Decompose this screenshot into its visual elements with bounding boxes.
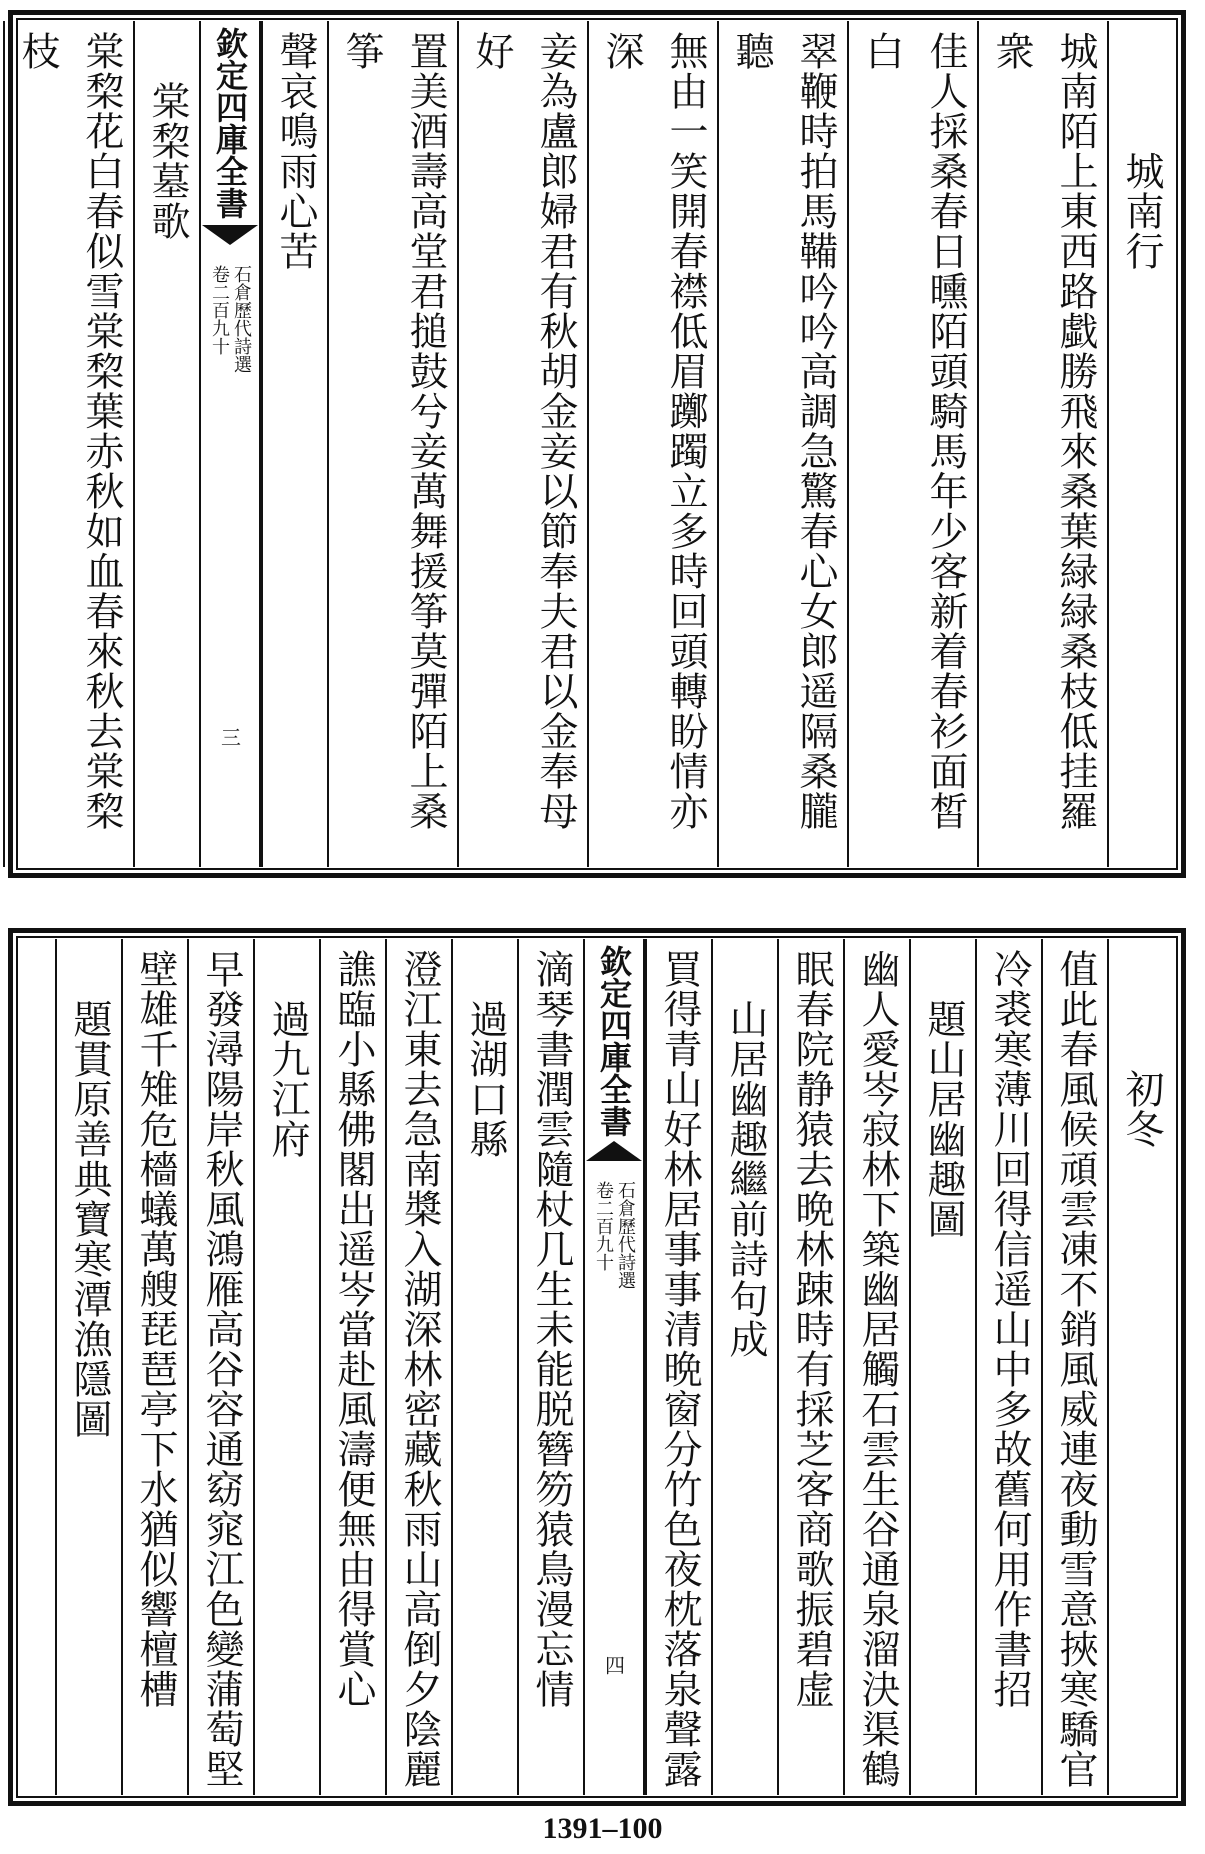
bottom-col-5: 幽人愛岑寂林下築幽居觸石雲生谷通泉溜決渠鶴 <box>843 939 909 1795</box>
top-col-4: 翠鞭時拍馬鞴吟吟高調急驚春心女郎遥隔桑朧聽 <box>717 21 847 867</box>
bottom-col-17 <box>21 939 55 1795</box>
top-volume: 卷二百九十 <box>209 265 230 355</box>
page-footer-number: 1391–100 <box>542 1812 663 1845</box>
bottom-col-11: 澄江東去急南槳入湖深林密藏秋雨山高倒夕陰麗 <box>385 939 451 1795</box>
fish-tail-mark-icon <box>202 225 258 245</box>
bottom-source: 石倉歷代詩選 <box>615 1181 636 1289</box>
bottom-col-10: 過湖口縣 <box>451 939 517 1795</box>
bottom-col-4: 題山居幽趣圖 <box>909 939 975 1795</box>
top-page-number: 三 <box>217 727 242 747</box>
top-book-title: 欽定四庫全書 <box>211 27 249 219</box>
bottom-col-8: 買得青山好林居事事清晩窗分竹色夜枕落泉聲露 <box>645 939 711 1795</box>
bottom-center-column <box>583 939 645 1795</box>
top-col-8: 聲哀鳴雨心苦 <box>261 21 327 867</box>
bottom-col-13: 過九江府 <box>253 939 319 1795</box>
bottom-col-1: 初冬 <box>1107 939 1173 1795</box>
bottom-col-2: 值此春風候頑雲凍不銷風威連夜動雪意挾寒驕官 <box>1041 939 1107 1795</box>
bottom-col-12: 譙臨小縣佛閣出遥岑當赴風濤便無由得賞心 <box>319 939 385 1795</box>
top-col-2: 城南陌上東西路戱勝飛來桑葉緑緑桑枝低挂羅衆 <box>977 21 1107 867</box>
bottom-col-16: 題貫原善典寶寒潭漁隱圖 <box>55 939 121 1795</box>
top-center-column <box>199 21 261 867</box>
bottom-col-6: 眠春院静猿去晩林踈時有採芝客商歌振碧虚 <box>777 939 843 1795</box>
bottom-col-9: 滴琴書潤雲隨杖几生未能脱簪笏猿鳥漫忘情 <box>517 939 583 1795</box>
bottom-volume: 卷二百九十 <box>593 1181 614 1271</box>
top-source-block <box>209 265 251 373</box>
bottom-col-14: 早發潯陽岸秋風鴻雁高谷容通窈窕江色變蒲萄堅 <box>187 939 253 1795</box>
top-col-1: 城南行 <box>1107 21 1173 867</box>
top-col-10: 棠棃花白春似雪棠棃葉赤秋如血春來秋去棠棃枝 <box>3 21 133 867</box>
bottom-page <box>8 928 1186 1806</box>
bottom-source-block <box>593 1181 635 1289</box>
top-col-9: 棠棃墓歌 <box>133 21 199 867</box>
top-page <box>8 10 1186 878</box>
top-col-7: 置美酒壽高堂君搥鼓兮妾萬舞援筝莫彈陌上桑筝 <box>327 21 457 867</box>
top-col-5: 無由一笑開春襟低眉躑躅立多時回頭轉盼情亦深 <box>587 21 717 867</box>
bottom-col-7: 山居幽趣繼前詩句成 <box>711 939 777 1795</box>
bottom-page-number: 四 <box>601 1655 626 1675</box>
fish-tail-mark-icon <box>586 1141 642 1161</box>
top-col-3: 佳人採桑春日曛陌頭騎馬年少客新着春衫面皙白 <box>847 21 977 867</box>
bottom-book-title: 欽定四庫全書 <box>595 945 633 1137</box>
bottom-col-15: 壁雄千雉危檣蟻萬艘琵琶亭下水猶似響檀槽 <box>121 939 187 1795</box>
top-source: 石倉歷代詩選 <box>231 265 252 373</box>
bottom-col-3: 冷裘寒薄川回得信遥山中多故舊何用作書招 <box>975 939 1041 1795</box>
top-col-6: 妾為盧郎婦君有秋胡金妾以節奉夫君以金奉母好 <box>457 21 587 867</box>
